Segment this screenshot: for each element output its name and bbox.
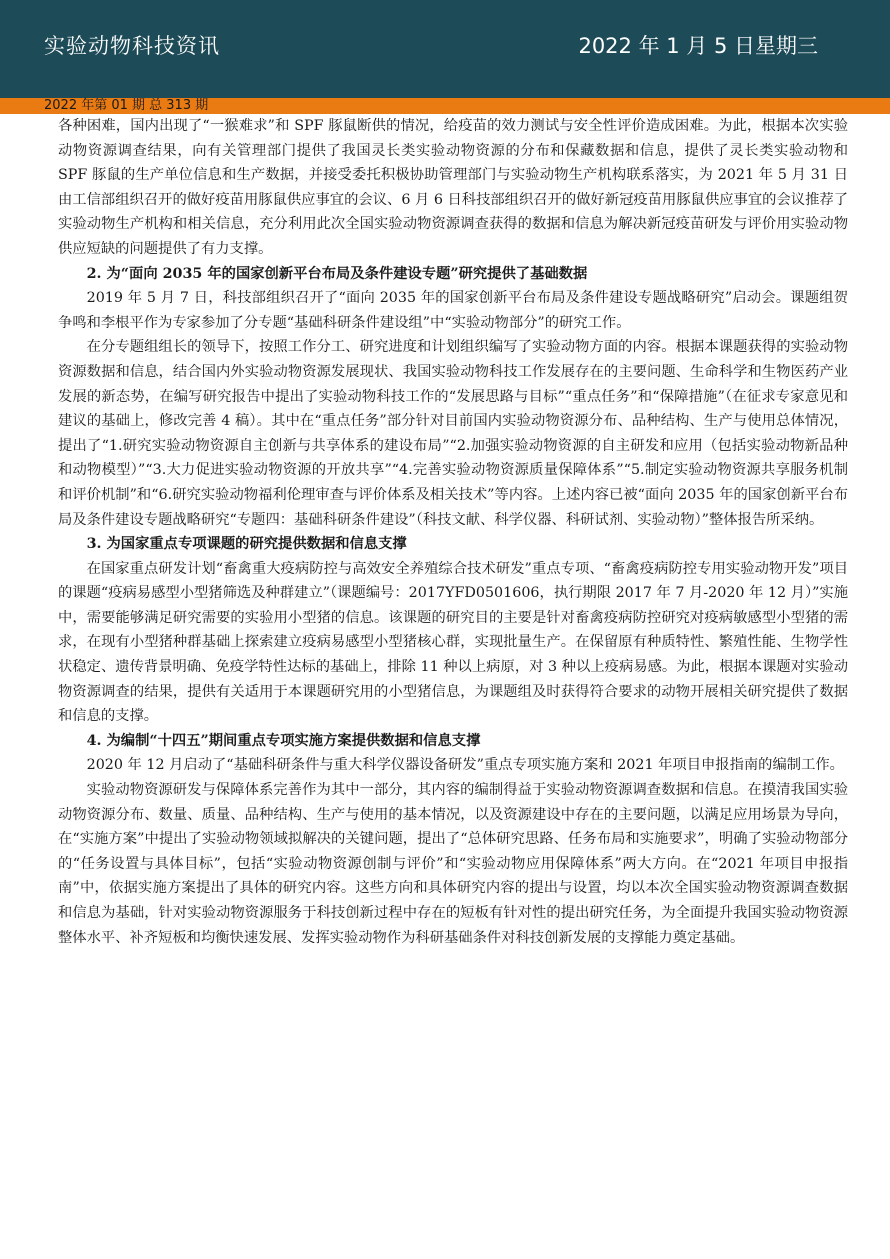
paragraph: 2019 年 5 月 7 日，科技部组织召开了“面向 2035 年的国家创新平台布局及条件建设专题战略研究”启动会。课题组贺争鸣和李根平作为专家参加了分专题“基础科研条件建设组”中“实验动物部分”的研究工作。 [58, 290, 848, 331]
issue-bar [0, 98, 890, 114]
section-heading: 2. 为“面向 2035 年的国家创新平台布局及条件建设专题”研究提供了基础数据 [86, 265, 588, 282]
section-heading: 4. 为编制“十四五”期间重点专项实施方案提供数据和信息支撑 [86, 732, 481, 749]
paragraph: 在分专题组组长的领导下，按照工作分工、研究进度和计划组织编写了实验动物方面的内容。根据本课题获得的实验动物资源数据和信息，结合国内外实验动物资源发展现状、我国实验动物科技工作发展存在的主要问题、生命科学和生物医药产业发展的新态势，在编写研究报告中提出了实验动物科技工作的“发展思路与目标”“重点任务”和“保障措施”（在征求专家意见和建议的基础上，修改完善 4 稿）。其中在“重点任务”部分针对目前国内实验动物资源分布、品种结构、生产与使用总体情况，提出了“1.研究实验动物资源自主创新与共享体系的建设布局”“2.加强实验动物资源的自主研发和应用（包括实验动物新品种和动物模型）”“3.大力促进实验动物资源的开放共享”“4.完善实验动物资源质量保障体系”“5.制定实验动物资源共享服务机制和评价机制”和“6.研究实验动物福利伦理审查与评价体系及相关技术”等内容。上述内容已被“面向 2035 年的国家创新平台布局及条件建设专题战略研究“专题四：基础科研条件建设”（科技文献、科学仪器、科研试剂、实验动物）”整体报告所采纳。 [58, 339, 848, 528]
paragraph: 各种困难，国内出现了“一猴难求”和 SPF 豚鼠断供的情况，给疫苗的效力测试与安全性评价造成困难。为此，根据本次实验动物资源调查结果，向有关管理部门提供了我国灵长类实验动物资源的分布和保藏数据和信息，提供了灵长类实验动物和 SPF 豚鼠的生产单位信息和生产数据，并接受委托积极协助管理部门与实验动物生产机构联系落实，为 2021 年 5 月 31 日由工信部组织召开的做好疫苗用豚鼠供应事宜的会议、6 月 6 日科技部组织召开的做好新冠疫苗用豚鼠供应事宜的会议推荐了实验动物生产机构和相关信息，充分利用此次全国实验动物资源调查获得的数据和信息为解决新冠疫苗研发与评价用实验动物供应短缺的问题提供了有力支撑。 [58, 118, 848, 257]
article-body [58, 114, 848, 950]
paragraph: 实验动物资源研发与保障体系完善作为其中一部分，其内容的编制得益于实验动物资源调查数据和信息。在摸清我国实验动物资源分布、数量、质量、品种结构、生产与使用的基本情况，以及资源建设中存在的主要问题，以满足应用场景为导向，在“实施方案”中提出了实验动物领域拟解决的关键问题，提出了“总体研究思路、任务布局和实施要求”，明确了实验动物部分的“任务设置与具体目标”，包括“实验动物资源创制与评价”和“实验动物应用保障体系”两大方向。在“2021 年项目申报指南”中，依据实施方案提出了具体的研究内容。这些方向和具体研究内容的提出与设置，均以本次全国实验动物资源调查数据和信息为基础，针对实验动物资源服务于科技创新过程中存在的短板有针对性的提出研究任务，为全面提升我国实验动物资源整体水平、补齐短板和均衡快速发展、发挥实验动物作为科研基础条件对科技创新发展的支撑能力奠定基础。 [58, 782, 848, 946]
page-header [0, 0, 890, 98]
section-heading: 3. 为国家重点专项课题的研究提供数据和信息支撑 [86, 536, 407, 553]
issue-date: 2022 年 1 月 5 日星期三 [578, 34, 818, 58]
newsletter-title: 实验动物科技资讯 [44, 34, 220, 58]
paragraph: 2020 年 12 月启动了“基础科研条件与重大科学仪器设备研发”重点专项实施方案和 2021 年项目申报指南的编制工作。 [86, 757, 844, 774]
paragraph: 在国家重点研发计划“畜禽重大疫病防控与高效安全养殖综合技术研发”重点专项、“畜禽疫病防控专用实验动物开发”项目的课题“疫病易感型小型猪筛选及种群建立”（课题编号：2017YFD0501606，执行期限 2017 年 7 月-2020 年 12 月）”实施中，需要能够满足研究需要的实验用小型猪的信息。该课题的研究目的主要是针对畜禽疫病防控研究对疫病敏感型小型猪的需求，在现有小型猪种群基础上探索建立疫病易感型小型猪核心群，实现批量生产。在保留原有种质特性、繁殖性能、生物学性状稳定、遗传背景明确、免疫学特性达标的基础上，排除 11 种以上病原，对 3 种以上疫病易感。为此，根据本课题对实验动物资源调查的结果，提供有关适用于本课题研究用的小型猪信息，为课题组及时获得符合要求的动物开展相关研究提供了数据和信息的支撑。 [58, 560, 848, 725]
issue-number: 2022 年第 01 期 总 313 期 [44, 98, 209, 113]
